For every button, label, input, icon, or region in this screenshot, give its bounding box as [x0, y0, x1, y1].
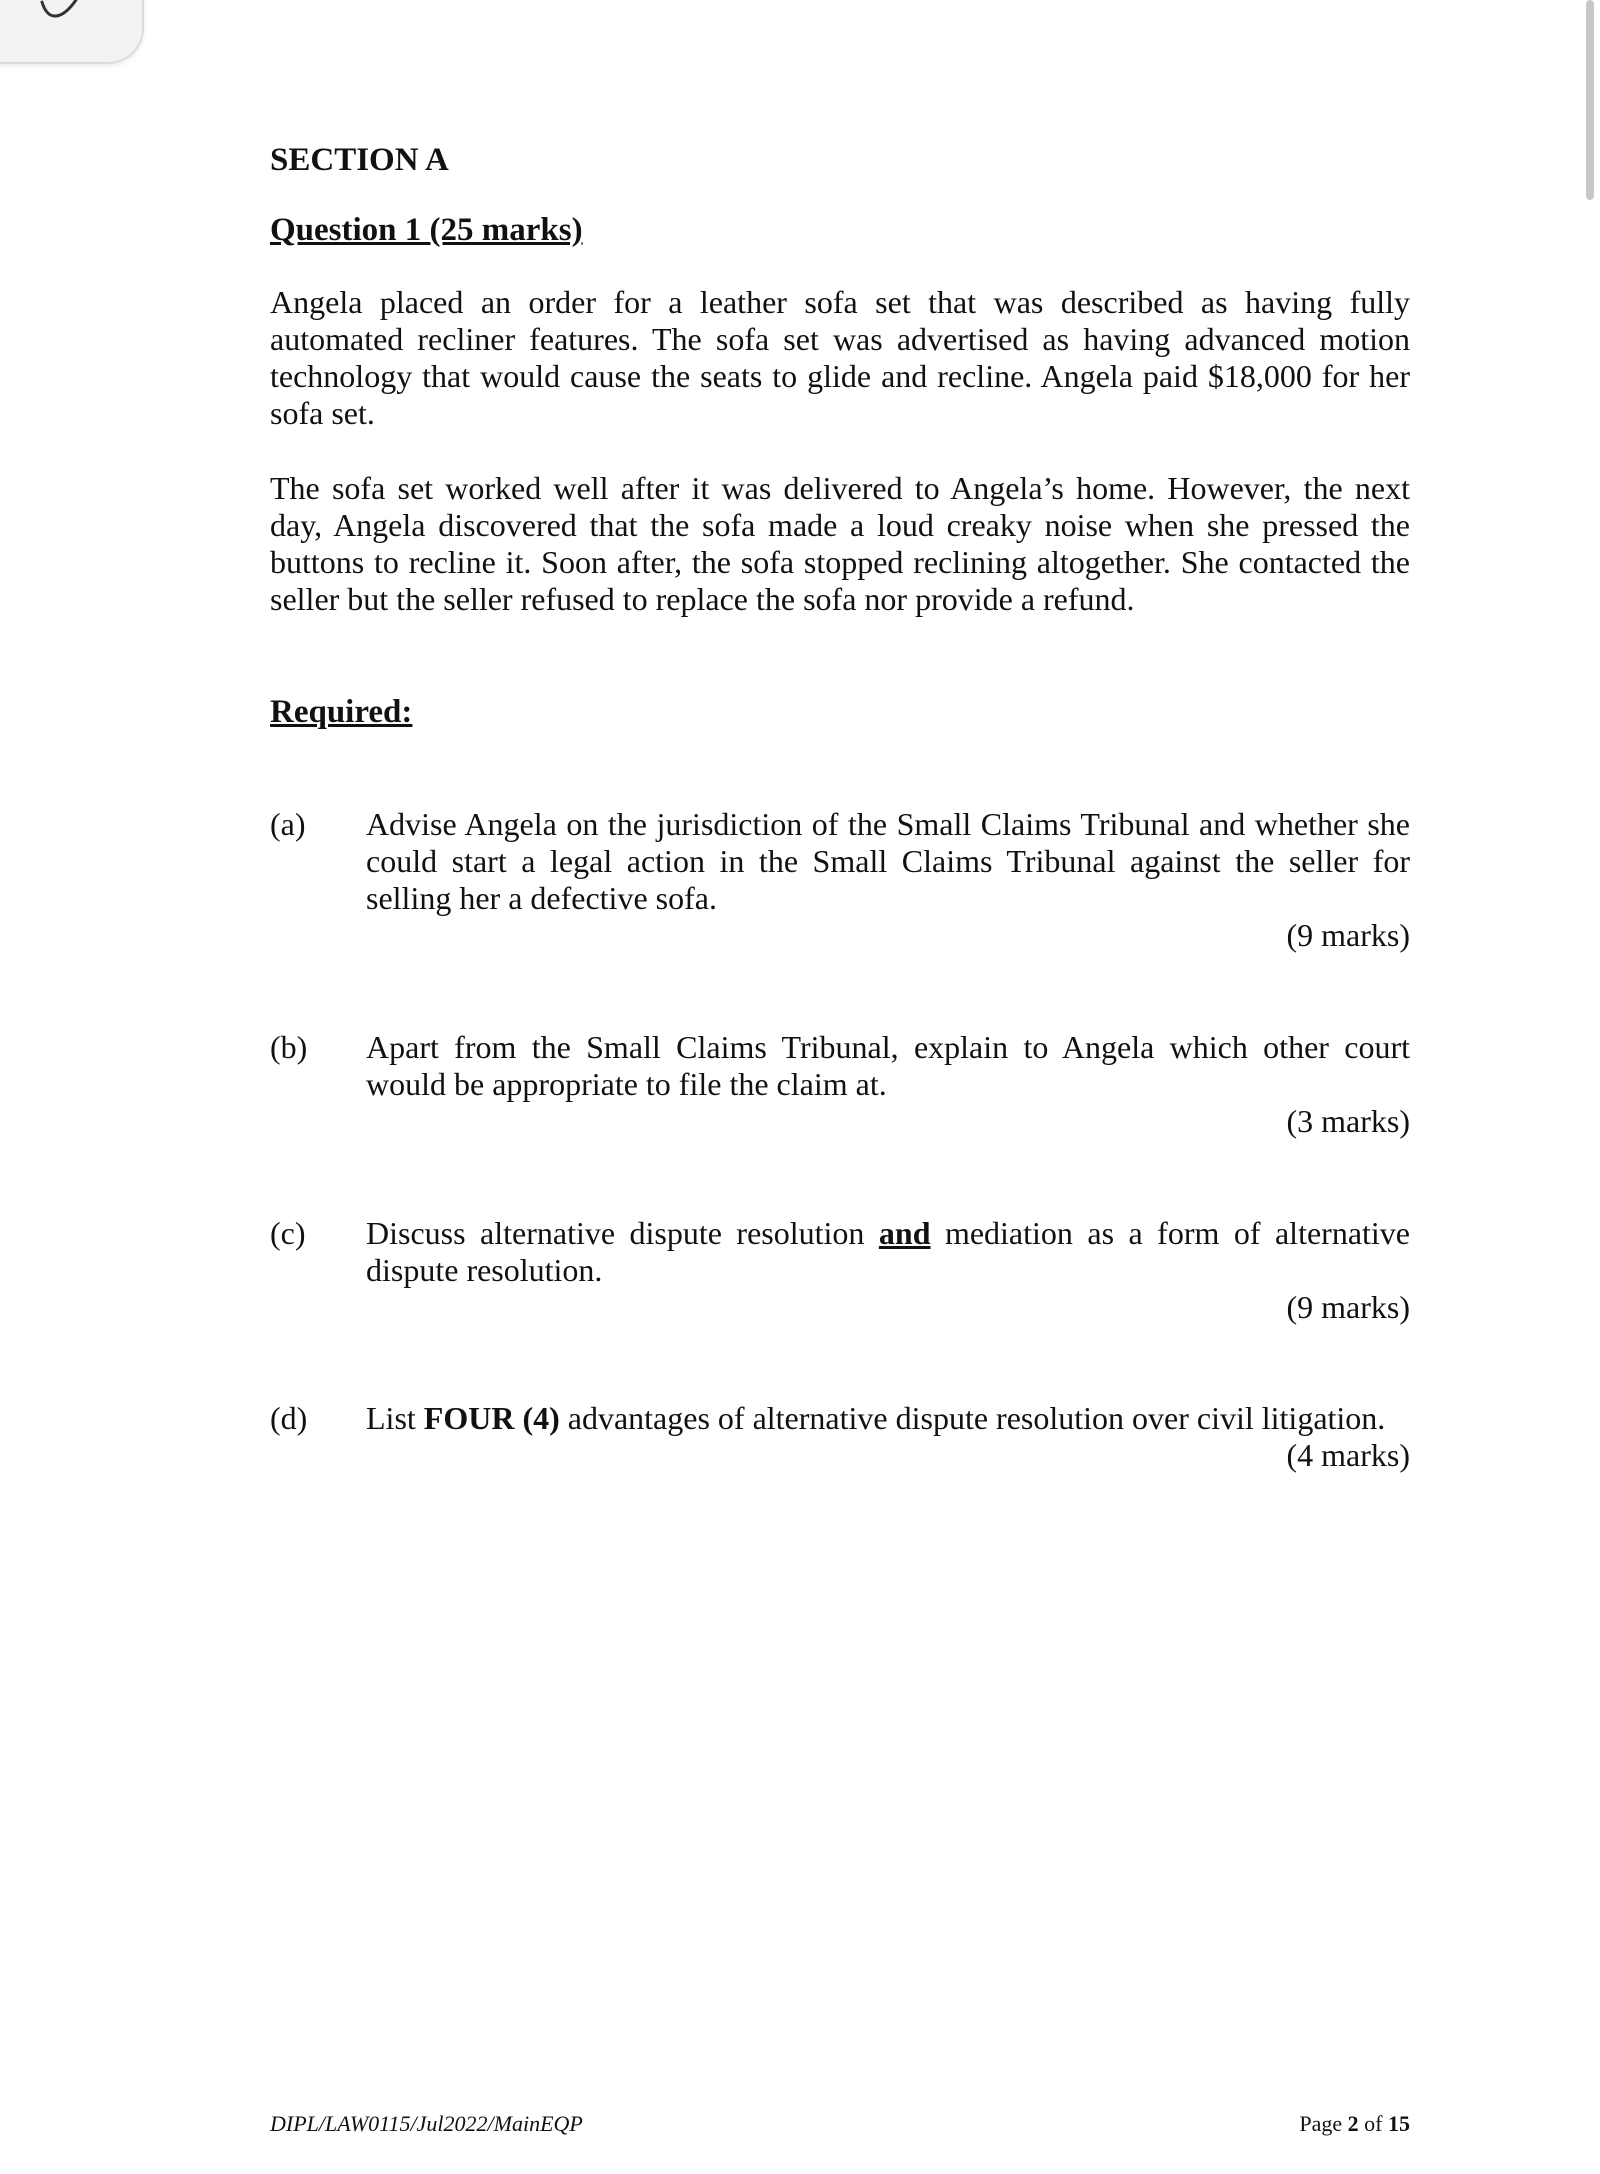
part-marks: (3 marks): [1286, 1103, 1410, 1139]
part-text: Advise Angela on the jurisdiction of the Small Claims Tribunal and whether she could start a legal action in the Small Claims Tribunal against the seller for selling her a defective sofa.: [366, 806, 1410, 916]
part-text: Apart from the Small Claims Tribunal, explain to Angela which other court would be appropriate to file the claim at.: [366, 1029, 1410, 1102]
question-part-b: [270, 1029, 1410, 1140]
part-marks: (9 marks): [1286, 1289, 1410, 1325]
document-page: [270, 140, 1410, 1474]
page-mid: of: [1358, 2111, 1388, 2136]
part-label: (d): [270, 1400, 308, 1436]
question-part-d: [270, 1400, 1410, 1474]
required-heading: Required:: [270, 694, 413, 730]
part-marks: (4 marks): [1286, 1437, 1410, 1473]
page-prefix: Page: [1299, 2111, 1348, 2136]
paper-code: DIPL/LAW0115/Jul2022/MainEQP: [270, 2111, 583, 2136]
scenario-paragraph-1: Angela placed an order for a leather sofa set that was described as having fully automated recliner features. The sofa set was advertised as having advanced motion technology that would cause the seats to glide and recline. Angela paid $18,000 for her sofa set.: [270, 284, 1410, 431]
section-title: SECTION A: [270, 142, 449, 178]
part-marks: (9 marks): [1286, 917, 1410, 953]
part-text: [366, 1400, 1410, 1437]
pen-scribble-icon: [40, 0, 80, 28]
question-part-a: [270, 806, 1410, 954]
part-text-emphasis: FOUR (4): [423, 1400, 560, 1436]
part-label: (c): [270, 1215, 306, 1251]
question-title: Question 1 (25 marks): [270, 212, 583, 248]
question-part-c: [270, 1215, 1410, 1326]
scenario-paragraph-2: The sofa set worked well after it was delivered to Angela’s home. However, the next day, Angela discovered that the sofa made a loud creaky noise when she pressed the buttons to recline it. Soon after, the sofa stopped reclining altogether. She contacted the seller but the seller refused to replace the sofa nor provide a refund.: [270, 470, 1410, 617]
part-text-emphasis: and: [878, 1215, 931, 1251]
part-text-before: Discuss alternative dispute resolution: [366, 1215, 879, 1251]
part-text-after: advantages of alternative dispute resolution over civil litigation.: [559, 1400, 1386, 1436]
scrollbar-thumb[interactable]: [1586, 0, 1594, 200]
part-text-before: List: [366, 1400, 424, 1436]
page-current: 2: [1347, 2111, 1359, 2136]
part-text: [366, 1215, 1410, 1289]
viewer-tool-button[interactable]: [0, 0, 144, 64]
part-label: (b): [270, 1029, 308, 1065]
page-number: [1299, 2110, 1410, 2138]
page-total: 15: [1388, 2111, 1410, 2136]
part-text-after: mediation as a form of alternative dispute resolution.: [366, 1215, 1411, 1288]
part-label: (a): [270, 806, 306, 842]
